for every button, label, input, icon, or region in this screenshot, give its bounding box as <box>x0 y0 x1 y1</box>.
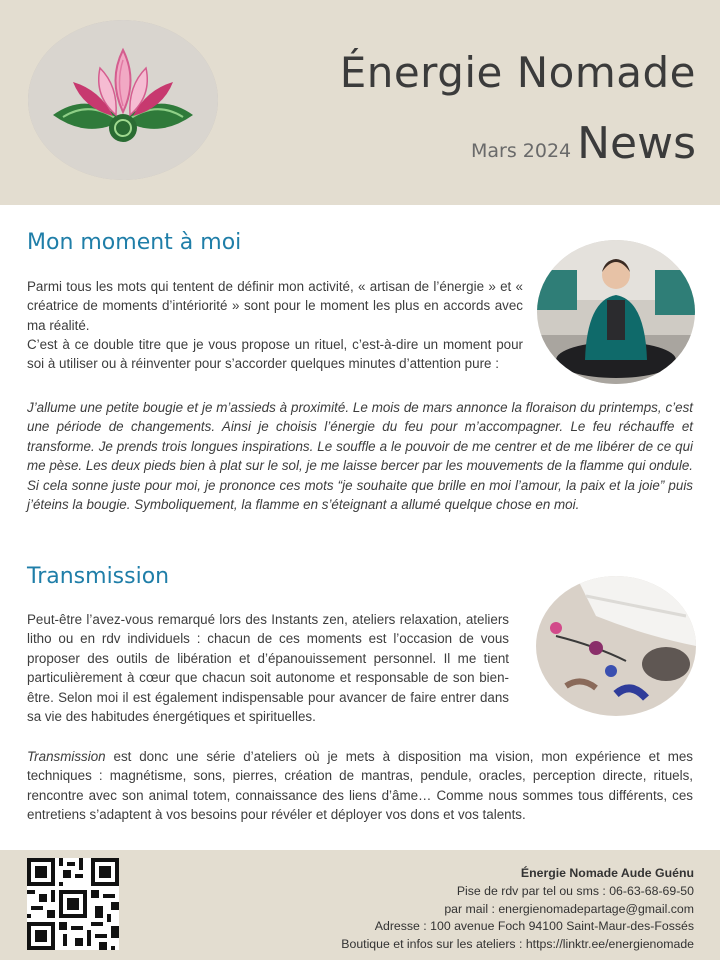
feathers-photo <box>536 576 696 716</box>
footer-band <box>0 850 720 960</box>
section-heading-moment: Mon moment à moi <box>27 230 242 255</box>
issue-date: Mars 2024 <box>471 140 572 162</box>
contact-block <box>341 865 694 954</box>
meditation-photo <box>537 240 695 384</box>
header-band <box>0 0 720 205</box>
section2-paragraph-2-text: est donc une série d’ateliers où je mets à disposition ma vision, mon expérience et mes techniques : magnétisme, sons, pierres, création de mantras, pendule, oracles, perception directe, rituels, rencontre avec son animal totem, connaissance des liens d’âme… Comme nous sommes tous différents, ces entretiens s’adaptent à vos besoins pour révéler et déployer vos dons et vos talents. <box>27 749 693 823</box>
contact-phone: Pise de rdv par tel ou sms : 06-63-68-69-50 <box>456 883 694 898</box>
section2-paragraph-2 <box>27 747 693 825</box>
contact-name: Énergie Nomade Aude Guénu <box>520 866 694 880</box>
section1-paragraph-2: C’est à ce double titre que je vous propose un rituel, c’est-à-dire un moment pour soi à utiliser ou à réinventer pour s’accorder quelques minutes d’attention pure : <box>27 337 523 372</box>
contact-address: Adresse : 100 avenue Foch 94100 Saint-Maur-des-Fossés <box>374 919 694 934</box>
section-heading-transmission: Transmission <box>27 564 170 589</box>
newsletter-title: Énergie Nomade <box>339 48 696 97</box>
ritual-paragraph: J’allume une petite bougie et je m’assieds à proximité. Le mois de mars annonce la floraison du printemps, c’est une période de changements. Ainsi je choisis l’énergie du feu pour m’accompagner. Le feu réchauffe et transforme. Je prends trois longues inspirations. Le souffle a le pouvoir de me centrer et de me libérer de ce qui me pèse. Les deux pieds bien à plat sur le sol, je me laisse bercer par les mouvements de la flamme qui ondule. Si cela sonne juste pour moi, je prononce ces mots “je souhaite que brille en moi l’amour, la paix et la joie” puis j’éteins la bougie. Symboliquement, la flamme en s’éteignant a allumé quelque chose en moi. <box>27 400 693 513</box>
transmission-term: Transmission <box>27 749 106 764</box>
contact-links[interactable]: Boutique et infos sur les ateliers : https://linktr.ee/energienomade <box>341 937 694 952</box>
qr-code-icon[interactable] <box>27 858 119 950</box>
contact-email[interactable]: par mail : energienomadepartage@gmail.com <box>444 901 694 916</box>
lotus-logo-image <box>28 20 218 180</box>
newsletter-subtitle: News <box>577 118 696 169</box>
section2-paragraph-1: Peut-être l’avez-vous remarqué lors des Instants zen, ateliers relaxation, ateliers litho ou en rdv individuels : chacun de ces moments est l’occasion de vous proposer des outils de libération et d’épanouissement personnel. Il me tient particulièrement à cœur que chacun soit autonome et responsable de son bien-être. Selon moi il est également indispensable pour avancer de faire entrer dans sa vie des habitudes énergétiques et spirituelles. <box>27 612 509 725</box>
section1-paragraph-1: Parmi tous les mots qui tentent de définir mon activité, « artisan de l’énergie » et « créatrice de moments d’intériorité » sont pour le moment les plus en accords avec ma réalité. <box>27 279 523 333</box>
